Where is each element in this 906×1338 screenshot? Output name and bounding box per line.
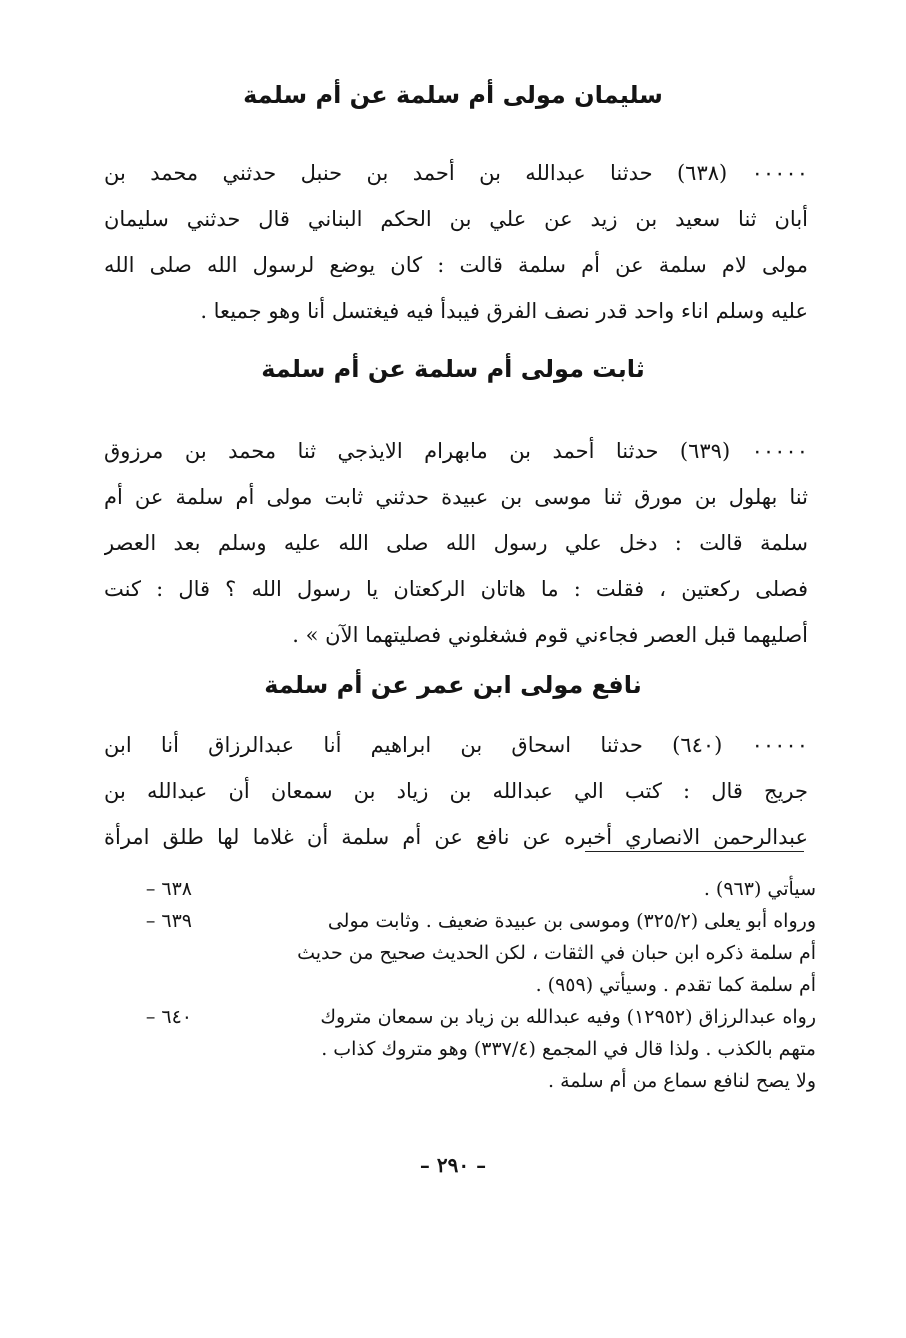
paragraph-line: سلمة قالت : دخل علي رسول الله صلى الله عليه وسلم بعد العصر: [104, 531, 808, 555]
paragraph-line: جريج قال : كتب الي عبدالله بن زياد بن سمعان أن عبدالله بن: [104, 779, 808, 803]
footnote-body: [192, 1001, 816, 1097]
paragraph-line: ثنا بهلول بن مورق ثنا موسى بن عبيدة حدثني ثابت مولى أم سلمة عن أم: [104, 485, 808, 509]
footnote-line: أم سلمة كما تقدم . وسيأتي (٩٥٩) .: [535, 974, 816, 996]
footnote-line: رواه عبدالرزاق (١٢٩٥٢) وفيه عبدالله بن زياد بن سمعان متروك: [320, 1006, 816, 1028]
page-number: – ٢٩٠ –: [419, 1153, 487, 1177]
footnote-line: أم سلمة ذكره ابن حبان في الثقات ، لكن الحديث صحيح من حديث: [297, 942, 816, 964]
footnote-body: [192, 873, 816, 905]
footnote-line: ولا يصح لنافع سماع من أم سلمة .: [548, 1070, 816, 1092]
footnote-number: ٦٣٩ –: [145, 910, 192, 932]
footnote-number: ٦٣٨ –: [145, 878, 192, 900]
footnote-638: [104, 873, 816, 905]
footnotes: [104, 873, 816, 1097]
hadith-640-paragraph: [104, 722, 808, 860]
section-heading-nafi: نافع مولى ابن عمر عن أم سلمة: [264, 671, 642, 699]
paragraph-line: ٠٠٠٠٠ (٦٣٩) حدثنا أحمد بن مابهرام الايذجي ثنا محمد بن مرزوق: [104, 439, 808, 463]
paragraph-line: عليه وسلم اناء واحد قدر نصف الفرق فيبدأ فيه فيغتسل أنا وهو جميعا .: [200, 299, 808, 323]
footnote-639: [104, 905, 816, 1001]
hadith-638-paragraph: [104, 150, 808, 334]
footnote-number: ٦٤٠ –: [145, 1006, 192, 1028]
paragraph-line: ٠٠٠٠٠ (٦٤٠) حدثنا اسحاق بن ابراهيم أنا عبدالرزاق أنا ابن: [104, 733, 808, 757]
footnote-line: متهم بالكذب . ولذا قال في المجمع (٣٣٧/٤) وهو متروك كذاب .: [321, 1038, 816, 1060]
paragraph-line: فصلى ركعتين ، فقلت : ما هاتان الركعتان يا رسول الله ؟ قال : كنت: [104, 577, 808, 601]
footnote-line: ورواه أبو يعلى (٣٢٥/٢) وموسى بن عبيدة ضعيف . وثابت مولى: [327, 910, 816, 932]
paragraph-line: أبان ثنا سعيد بن زيد عن علي بن الحكم البناني قال حدثني سليمان: [104, 207, 808, 231]
paragraph-line: أصليهما قبل العصر فجاءني قوم فشغلوني فصليتهما الآن » .: [292, 623, 808, 647]
hadith-639-paragraph: [104, 428, 808, 658]
paragraph-line: مولى لام سلمة عن أم سلمة قالت : كان يوضع لرسول الله صلى الله: [104, 253, 808, 277]
paragraph-line: عبدالرحمن الانصاري أخبره عن نافع عن أم سلمة أن غلاما لها طلق امرأة: [104, 825, 808, 849]
section-heading-sulayman: سليمان مولى أم سلمة عن أم سلمة: [243, 81, 663, 109]
footnote-separator: [585, 851, 804, 852]
section-heading-thabit: ثابت مولى أم سلمة عن أم سلمة: [261, 355, 645, 383]
footnote-640: [104, 1001, 816, 1097]
paragraph-line: ٠٠٠٠٠ (٦٣٨) حدثنا عبدالله بن أحمد بن حنبل حدثني محمد بن: [104, 161, 808, 185]
footnote-body: [192, 905, 816, 1001]
footnote-line: سيأتي (٩٦٣) .: [703, 878, 816, 900]
